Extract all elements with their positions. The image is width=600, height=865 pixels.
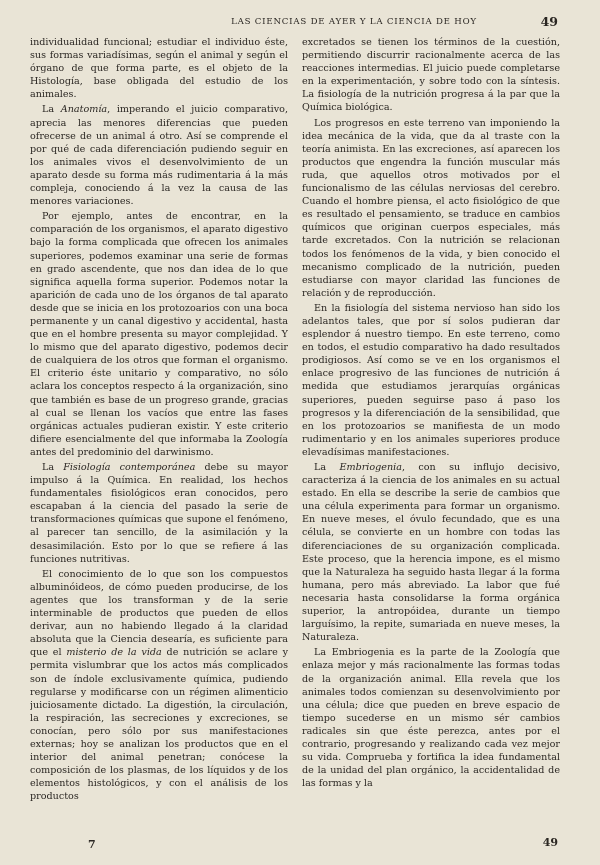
- footer-signature-number: 7: [88, 838, 96, 851]
- emphasis-term: misterio de la vida: [66, 647, 162, 659]
- emphasis-term: Anatomía: [60, 104, 108, 116]
- text-columns: [30, 36, 560, 831]
- page-header: [30, 14, 558, 34]
- paragraph: La Embriogenia es la parte de la Zoología que enlaza mejor y más racionalmente las formas todas de la organización animal. Ella revela que los animales todos comienzan su desenvolvimiento por una célula; dice que pueden en breve espacio de tiempo sucederse en un mismo sér cambios radicales sin que éste perezca, antes por el contrario, progresando y realizando cada vez mejor su vida. Comprueba y fortifica la idea fundamental de la unidad del plan orgánico, la accidentalidad de las formas y la: [302, 647, 560, 790]
- paragraph: La Fisiología contemporánea debe su mayor impulso á la Química. En realidad, los hechos fundamentales fisiológicos eran conocidos, pero escapaban á la ciencia del pasado la serie de transformaciones químicas que supone el fenómeno, al parecer tan sencillo, de la asimilación y la desasimilación. Esto por lo que se refiere á las funciones nutritivas.: [30, 462, 288, 565]
- emphasis-term: Fisiología contemporánea: [63, 462, 196, 473]
- paragraph: Por ejemplo, antes de encontrar, en la comparación de los organismos, el aparato digestivo bajo la forma complicada que ofrecen los animales superiores, podemos examinar una serie de formas en grado ascendente, que nos dan idea de lo que significa aquella forma superior. Podemos notar la aparición de cada uno de los órganos de tal aparato desde que se inicia en los protozoarios con una boca permanente y un canal digestivo y accidental, hasta que en el hombre presenta su mayor complejidad. Y lo mismo que del aparato digestivo, podemos decir de cualquiera de los otros que forman el organismo. El criterio éste unitario y comparativo, no sólo aclara los conceptos respecto á la organización, sino que también es base de un progreso grande, gracias al cual se llenan los vacíos que entre las fases orgánicas actuales pudieran existir. Y este criterio difiere esencialmente del que informaba la Zoología antes del predominio del darwinismo.: [30, 211, 288, 458]
- paragraph: La Embriogenia, con su influjo decisivo, caracteriza á la ciencia de los animales en su actual estado. En ella se describe la serie de cambios que una célula experimenta para formar un organismo. En nueve meses, el óvulo fecundado, que es una célula, se convierte en un hombre con todas las diferenciaciones de su organización complicada. Este proceso, que la herencia impone, es el mismo que la Naturaleza ha seguido hasta llegar á la forma humana, pero más abreviado. La labor que fué necesaria hasta consolidarse la forma orgánica superior, la antropóidea, durante un tiempo larguísimo, la repite, sumariada en nueve meses, la Naturaleza.: [302, 462, 560, 644]
- page-number: 49: [540, 14, 558, 29]
- paragraph: La Anatomía, imperando el juicio comparativo, aprecia las menores diferencias que pueden ofrecerse de un animal á otro. Así se comprende el por qué de cada diferenciación pudiendo seguir en los animales vivos el desenvolvimiento de un aparato desde su forma más rudimentaria á la más compleja, conociendo á la vez la causa de las menores variaciones.: [30, 104, 288, 208]
- paragraph: individualidad funcional; estudiar el individuo éste, sus formas variadísimas, según el animal y según el órgano de que forma parte, es el objeto de la Histología, base obligada del estudio de los animales.: [30, 37, 288, 101]
- footer-page-number: 49: [542, 836, 558, 849]
- paragraph: El conocimiento de lo que son los compuestos albuminóideos, de cómo pueden producirse, de los agentes que los transforman y de la serie interminable de productos que pueden de ellos derivar, aun no habiendo llegado á la claridad absoluta que la Ciencia desearía, es suficiente para que el misterio de la vida de nutrición se aclare y permita vislumbrar que los actos más complicados son de índole exclusivamente química, pudiendo regularse y modificarse con un régimen alimenticio juiciosamente dictado. La digestión, la circulación, la respiración, las secreciones y excreciones, se conocían, pero sólo por sus manifestaciones externas; hoy se analizan los productos que en el interior del animal penetran; conócese la composición de los plasmas, de los líquidos y de los elementos histológicos, y con el análisis de los productos: [30, 568, 288, 803]
- left-column: [30, 36, 288, 831]
- paragraph: excretados se tienen los términos de la cuestión, permitiendo discurrir racionalmente acerca de las reacciones intermedias. El juicio puede completarse en la experimentación, y sobre todo con la síntesis. La fisiología de la nutrición progresa á la par que la Química biológica.: [302, 37, 560, 114]
- running-head: LAS CIENCIAS DE AYER Y LA CIENCIA DE HOY: [231, 17, 477, 27]
- right-column: [302, 36, 560, 831]
- paragraph: Los progresos en este terreno van imponiendo la idea mecánica de la vida, que da al traste con la teoría animista. En las excreciones, así aparecen los productos que engendra la función muscular más ruda, que aquellos otros motivados por el funcionalismo de las células nerviosas del cerebro. Cuando el hombre piensa, el acto fisiológico de que es resultado el pensamiento, se traduce en cambios químicos que originan cuerpos especiales, más tarde excretados. Con la nutrición se relacionan todos los fenómenos de la vida, y bien conocido el mecanismo complicado de la nutrición, pueden estudiarse con mayor claridad las funciones de relación y de reproducción.: [302, 117, 560, 299]
- paragraph: En la fisiología del sistema nervioso han sido los adelantos tales, que por sí solos pudieran dar esplendor á nuestro tiempo. En este terreno, como en todos, el estudio comparativo ha dado resultados prodigiosos. Así como se ve en los organismos el enlace progresivo de las funciones de nutrición á medida que estudiamos jerarquías orgánicas superiores, pueden seguirse paso á paso los progresos y la diferenciación de la sensibilidad, que en los protozoarios se manifiesta de un modo rudimentario y en los animales superiores produce elevadísimas manifestaciones.: [302, 302, 560, 458]
- emphasis-term: Embriogenia: [339, 462, 402, 473]
